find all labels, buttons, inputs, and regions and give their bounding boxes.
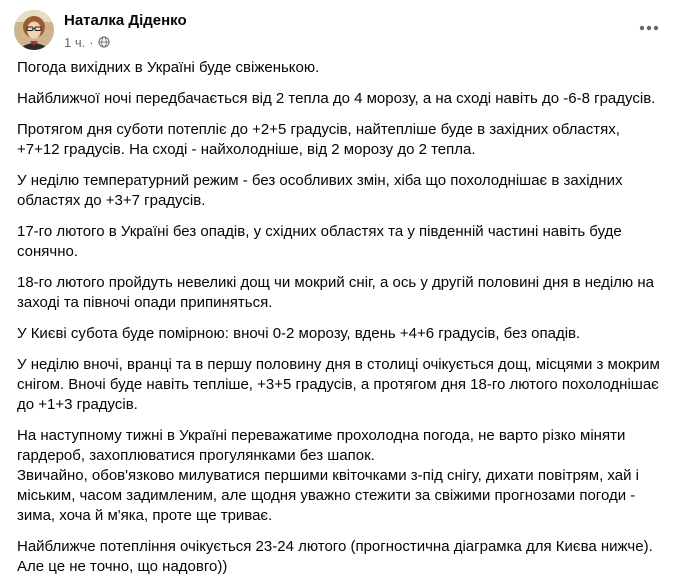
post-paragraph: У неділю температурний режим - без особливих змін, хіба що похолоднішає в західних областях до +3+7 градусів. [17, 172, 623, 209]
avatar-photo [14, 10, 54, 50]
meta-separator: · [89, 34, 94, 50]
post-paragraph: У Києві субота буде помірною: вночі 0-2 морозу, вдень +4+6 градусів, без опадів. [17, 325, 581, 342]
post-meta [64, 34, 110, 50]
post-paragraph: Звичайно, обов'язково милуватися першими квіточками з-під снігу, дихати повітрям, хай і міським, часом задимленим, але щодня уважно стежити за свіжими прогнозами погоди - зима, хоча й м'яка, проте ще триває. [17, 467, 639, 524]
more-options-icon [639, 25, 659, 31]
post-paragraph: 18-го лютого пройдуть невеликі дощ чи мокрий сніг, а ось у другій половині дня в неділю на заході та півночі опади припиняться. [17, 274, 654, 311]
globe-icon[interactable] [98, 36, 110, 48]
post-header [14, 10, 665, 54]
author-name[interactable]: Наталка Діденко [64, 12, 187, 29]
post-text [17, 58, 662, 588]
post-paragraph: Найближчої ночі передбачається від 2 тепла до 4 морозу, а на сході навіть до -6-8 градусів. [17, 90, 656, 107]
post-timestamp[interactable]: 1 ч. [64, 34, 86, 50]
post-paragraph: 17-го лютого в Україні без опадів, у східних областях та у південній частині навіть буде сонячно. [17, 223, 622, 260]
post-paragraph: На наступному тижні в Україні переважатиме прохолодна погода, не варто різко міняти гардероб, захоплюватися прогулянками без шапок. [17, 427, 626, 464]
post-paragraph: Погода вихідних в Україні буде свіженькою. [17, 59, 320, 76]
post-paragraph: У неділю вночі, вранці та в першу половину дня в столиці очікується дощ, місцями з мокрим снігом. Вночі буде навіть тепліше, +3+5 градусів, а протягом дня 18-го лютого похолоднішає до +1+3 градусів. [17, 356, 660, 413]
more-options-button[interactable] [633, 16, 665, 40]
post-paragraph: Найближче потепління очікується 23-24 лютого (прогностична діаграмка для Києва нижче). Але це не точно, що надовго)) [17, 538, 653, 575]
author-avatar[interactable] [14, 10, 54, 50]
post-paragraph: Протягом дня суботи потепліє до +2+5 градусів, найтепліше буде в західних областях, +7+12 градусів. На сході - найхолодніше, від 2 морозу до 2 тепла. [17, 121, 620, 158]
